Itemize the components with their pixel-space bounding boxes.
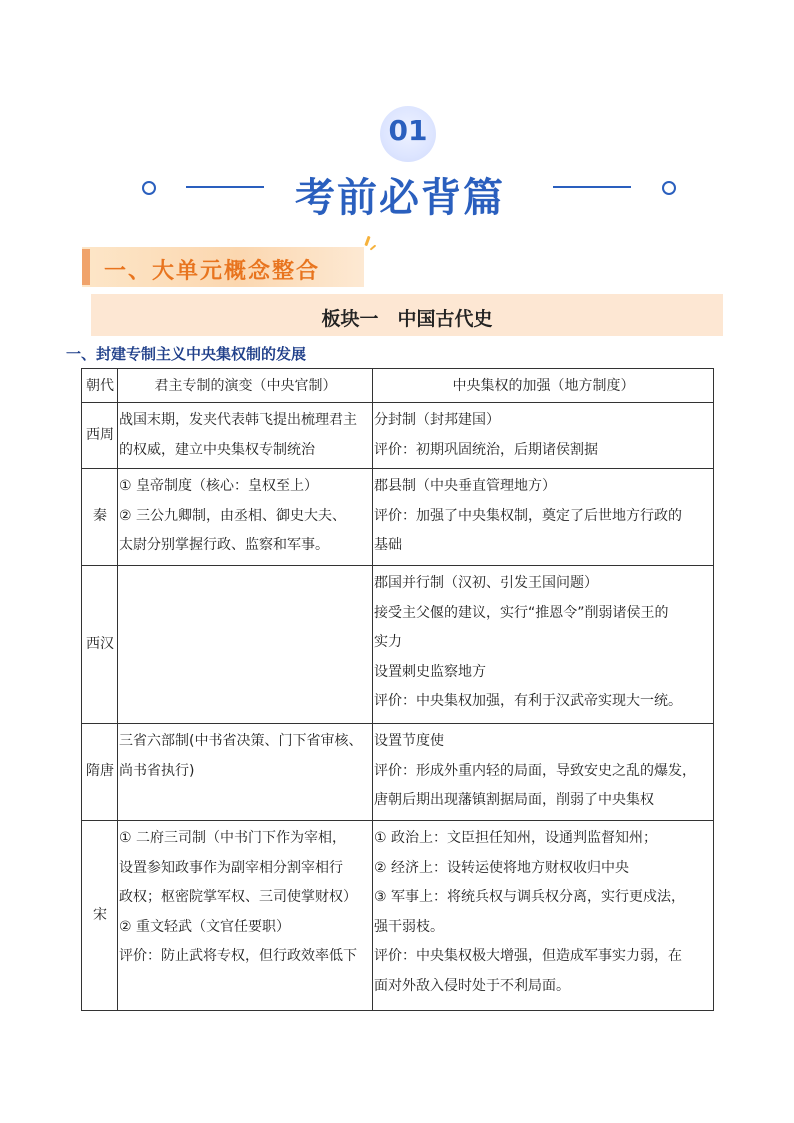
table-header-row: [82, 369, 714, 403]
central-line: 战国末期，发夹代表韩飞提出梳理君主: [119, 412, 357, 428]
table-row: [82, 469, 714, 566]
local-line: 评价：加强了中央集权制，奠定了后世地方行政的: [374, 507, 682, 524]
local-line: 郡国并行制（汉初、引发王国问题）: [374, 575, 598, 591]
dynasty-cell: 西汉: [82, 566, 118, 724]
local-line: ② 经济上：设转运使将地方财权收归中央: [374, 859, 629, 876]
local-line: 实力: [374, 634, 402, 650]
central-line: 的权威，建立中央集权专制统治: [119, 441, 315, 458]
central-line: 尚书省执行): [119, 762, 195, 779]
local-line: 面对外敌入侵时处于不利局面。: [374, 977, 570, 994]
central-line: 设置参知政事作为副宰相分割宰相行: [119, 859, 343, 876]
central-cell: [118, 821, 373, 1011]
central-line: ② 三公九卿制，由丞相、御史大夫、: [119, 507, 347, 524]
local-cell: [373, 469, 714, 566]
central-line: 政权；枢密院掌军权、三司使掌财权）: [119, 889, 357, 905]
central-cell: [118, 724, 373, 821]
central-line: ① 二府三司制（中书门下作为宰相，: [119, 830, 347, 846]
header-dynasty: 朝代: [82, 369, 118, 403]
central-line: ② 重文轻武（文官任要职）: [119, 918, 291, 935]
table-row: [82, 403, 714, 469]
central-cell: [118, 566, 373, 724]
local-line: 评价：中央集权加强，有利于汉武帝实现大一统。: [374, 693, 682, 709]
dynasty-cell: 宋: [82, 821, 118, 1011]
dynasty-table: [81, 368, 714, 1011]
central-line: ① 皇帝制度（核心：皇权至上）: [119, 478, 319, 494]
header-local: 中央集权的加强（地方制度）: [373, 369, 714, 403]
local-line: ① 政治上：文臣担任知州，设通判监督知州；: [374, 830, 657, 846]
right-ring-ornament: [662, 181, 676, 195]
header-central: 君主专制的演变（中央官制）: [118, 369, 373, 403]
central-line: 评价：防止武将专权，但行政效率低下: [119, 948, 357, 964]
local-cell: [373, 724, 714, 821]
local-line: 基础: [374, 537, 402, 553]
dynasty-cell: 西周: [82, 403, 118, 469]
table-row: [82, 821, 714, 1011]
local-line: 分封制（封邦建国）: [374, 412, 500, 428]
local-line: 唐朝后期出现藩镇割据局面，削弱了中央集权: [374, 792, 654, 808]
local-line: 接受主父偃的建议，实行“推恩令”削弱诸侯王的: [374, 604, 669, 621]
central-line: 三省六部制(中书省决策、门下省审核、: [119, 733, 363, 749]
local-line: ③ 军事上：将统兵权与调兵权分离，实行更戍法，: [374, 889, 685, 905]
table-row: [82, 724, 714, 821]
local-line: 评价：初期巩固统治，后期诸侯割据: [374, 441, 598, 458]
central-cell: [118, 403, 373, 469]
table-row: [82, 566, 714, 724]
dynasty-cell: 隋唐: [82, 724, 118, 821]
sparkle-icon: [364, 236, 370, 246]
sparkle-icon: [370, 244, 377, 250]
left-ring-ornament: [142, 181, 156, 195]
right-rule: [553, 186, 631, 188]
local-cell: [373, 403, 714, 469]
local-line: 设置节度使: [374, 733, 444, 749]
local-line: 设置刺史监察地方: [374, 663, 486, 680]
central-line: 太尉分别掌握行政、监察和军事。: [119, 537, 329, 553]
section-banner-accent: [82, 249, 90, 285]
local-line: 郡县制（中央垂直管理地方）: [374, 478, 556, 494]
block-title: 板块一 中国古代史: [321, 308, 493, 330]
local-line: 评价：中央集权极大增强，但造成军事实力弱，在: [374, 948, 682, 964]
dynasty-cell: 秦: [82, 469, 118, 566]
topic-subheading: 一、封建专制主义中央集权制的发展: [66, 345, 307, 363]
page-title: 考前必背篇: [295, 175, 505, 221]
local-line: 评价：形成外重内轻的局面，导致安史之乱的爆发，: [374, 762, 696, 779]
section-label: 一、大单元概念整合: [104, 259, 321, 284]
local-cell: [373, 821, 714, 1011]
chapter-number: 01: [388, 114, 428, 147]
local-line: 强干弱枝。: [374, 918, 444, 935]
local-cell: [373, 566, 714, 724]
central-cell: [118, 469, 373, 566]
